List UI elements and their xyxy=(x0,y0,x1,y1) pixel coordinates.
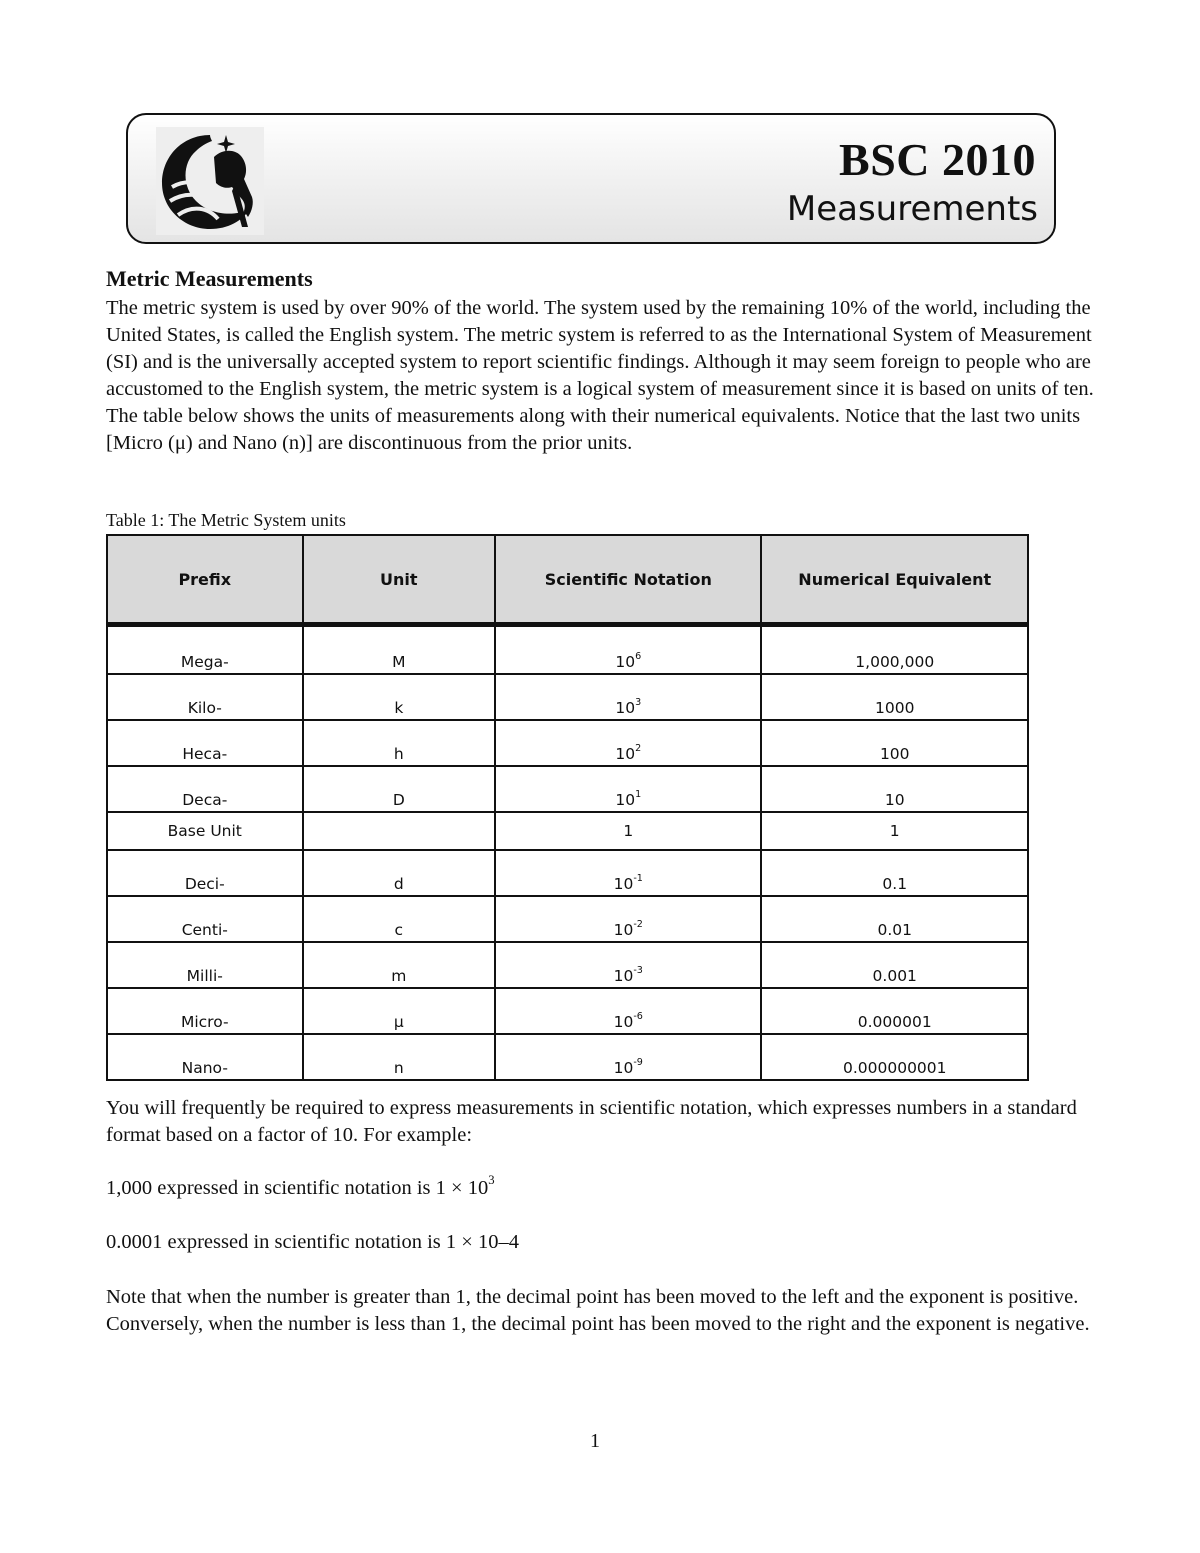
unit-cell: M xyxy=(303,625,496,675)
prefix-cell: Micro- xyxy=(107,988,303,1034)
unit-cell xyxy=(303,812,496,850)
value-cell: 0.1 xyxy=(761,850,1028,896)
prefix-cell: Kilo- xyxy=(107,674,303,720)
exponent-note-paragraph: Note that when the number is greater than 1, the decimal point has been moved to the left and the exponent is positive. Conversely, when the number is less than 1, the decimal point has been moved to the right and the exponent is negative. xyxy=(106,1286,1090,1335)
table-row xyxy=(107,720,1028,766)
prefix-cell: Nano- xyxy=(107,1034,303,1080)
column-header: Numerical Equivalent xyxy=(761,535,1028,625)
unit-cell: m xyxy=(303,942,496,988)
page-number: 1 xyxy=(590,1430,600,1452)
notation-cell: $10^{-3}$ xyxy=(495,942,761,988)
table-row xyxy=(107,850,1028,896)
notation-cell: $10^1$ xyxy=(495,766,761,812)
value-cell: 10 xyxy=(761,766,1028,812)
unit-cell: k xyxy=(303,674,496,720)
unit-cell: d xyxy=(303,850,496,896)
metric-units-table xyxy=(106,534,1029,1081)
unit-cell: μ xyxy=(303,988,496,1034)
value-cell: 0.01 xyxy=(761,896,1028,942)
prefix-cell: Milli- xyxy=(107,942,303,988)
table-row xyxy=(107,766,1028,812)
unit-cell: D xyxy=(303,766,496,812)
value-cell: 1 xyxy=(761,812,1028,850)
prefix-cell: Base Unit xyxy=(107,812,303,850)
prefix-cell: Deca- xyxy=(107,766,303,812)
notation-cell: $10^3$ xyxy=(495,674,761,720)
value-cell: 100 xyxy=(761,720,1028,766)
notation-cell: $10^2$ xyxy=(495,720,761,766)
value-cell: 1,000,000 xyxy=(761,625,1028,675)
table-row xyxy=(107,674,1028,720)
prefix-cell: Heca- xyxy=(107,720,303,766)
table-row xyxy=(107,896,1028,942)
column-header: Prefix xyxy=(107,535,303,625)
prefix-cell: Centi- xyxy=(107,896,303,942)
value-cell: 1000 xyxy=(761,674,1028,720)
notation-cell: $10^{-6}$ xyxy=(495,988,761,1034)
table-header-row xyxy=(107,535,1028,625)
value-cell: 0.000000001 xyxy=(761,1034,1028,1080)
table-row xyxy=(107,942,1028,988)
unit-cell: c xyxy=(303,896,496,942)
notation-paragraph: You will frequently be required to express measurements in scientific notation, which expresses numbers in a standard format based on a factor of 10. For example: xyxy=(106,1097,1077,1146)
course-code: BSC 2010 xyxy=(839,134,1036,185)
table-row xyxy=(107,812,1028,850)
pegasus-logo-icon xyxy=(156,127,264,235)
notation-cell: $10^{-2}$ xyxy=(495,896,761,942)
value-cell: 0.001 xyxy=(761,942,1028,988)
column-header: Scientific Notation xyxy=(495,535,761,625)
notation-cell: 1 xyxy=(495,812,761,850)
example-two: 0.0001 expressed in scientific notation is 1 × 10–4 xyxy=(106,1231,519,1253)
header-banner xyxy=(126,113,1056,244)
table-caption: Table 1: The Metric System units xyxy=(106,510,346,530)
table-row xyxy=(107,1034,1028,1080)
notation-cell: $10^6$ xyxy=(495,625,761,675)
notation-cell: $10^{-1}$ xyxy=(495,850,761,896)
section-heading: Metric Measurements xyxy=(106,266,313,291)
intro-paragraph: The metric system is used by over 90% of the world. The system used by the remaining 10% of the world, including the United States, is called the English system. The metric system is referred to as the International System of Measurement (SI) and is the universally accepted system to report scientific findings. Although it may seem foreign to people who are accustomed to the English system, the metric system is a logical system of measurement since it is based on units of ten. The table below shows the units of measurements along with their numerical equivalents. Notice that the last two units [Micro (μ) and Nano (n)] are discontinuous from the prior units. xyxy=(106,297,1094,454)
header-subtitle: Measurements xyxy=(786,189,1038,229)
unit-cell: n xyxy=(303,1034,496,1080)
notation-cell: $10^{-9}$ xyxy=(495,1034,761,1080)
example-one: 1,000 expressed in scientific notation is $1 \times 10^3$ xyxy=(106,1172,495,1199)
table-row xyxy=(107,988,1028,1034)
column-header: Unit xyxy=(303,535,496,625)
value-cell: 0.000001 xyxy=(761,988,1028,1034)
unit-cell: h xyxy=(303,720,496,766)
prefix-cell: Deci- xyxy=(107,850,303,896)
prefix-cell: Mega- xyxy=(107,625,303,675)
table-row xyxy=(107,625,1028,675)
